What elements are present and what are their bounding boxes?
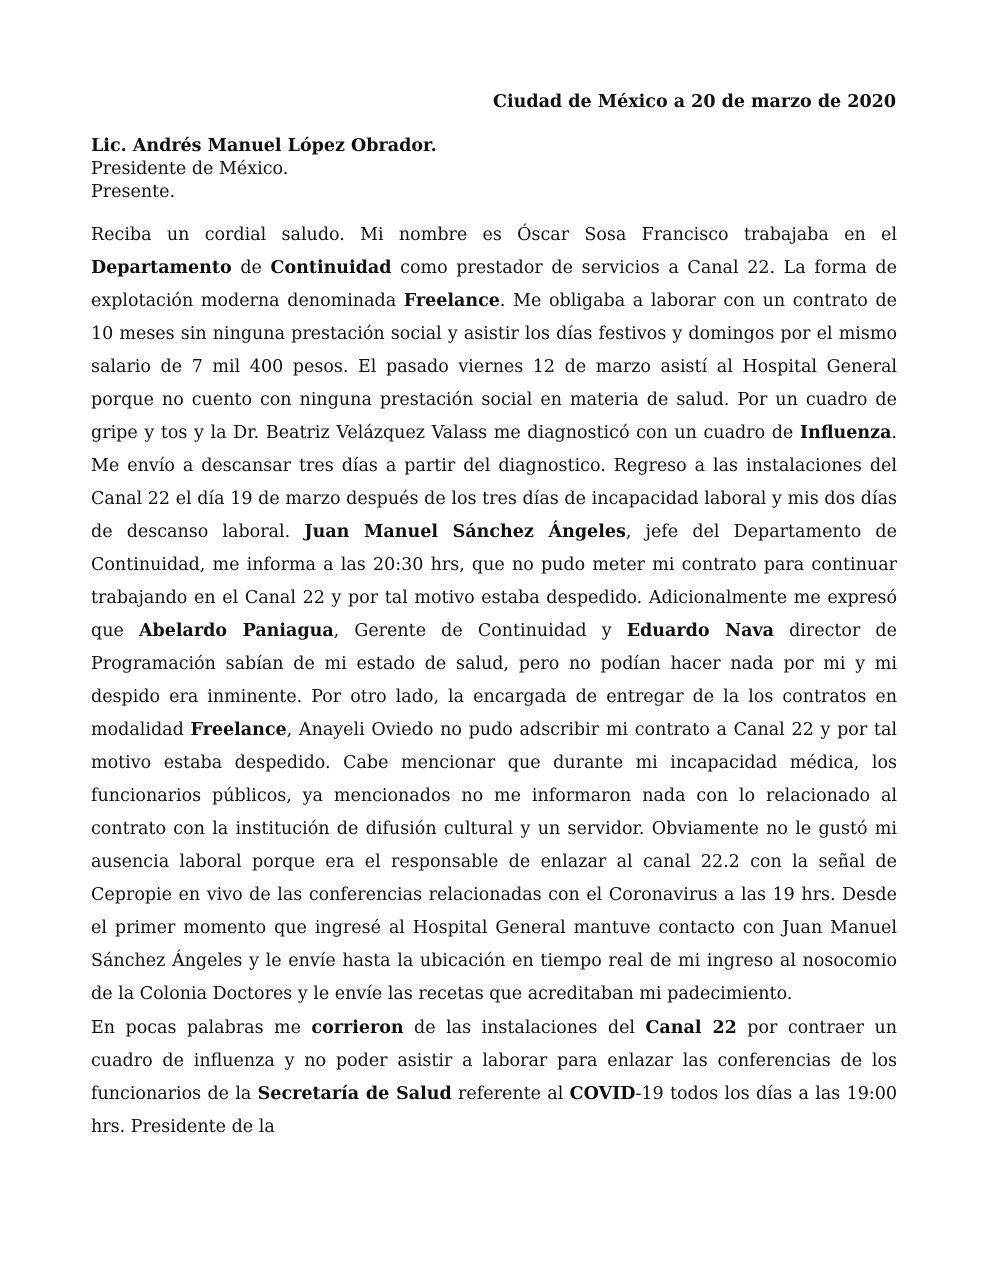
text-segment: referente al — [451, 1084, 570, 1104]
text-segment: por contraer un cuadro de influenza y no poder asistir a laborar para enlazar las conferencias de los funcionarios de la — [91, 1018, 897, 1104]
body-paragraph-2 — [91, 1012, 897, 1144]
body-paragraph-1 — [91, 219, 897, 1011]
text-segment: de — [231, 258, 271, 278]
bold-segment: Canal 22 — [645, 1018, 737, 1038]
bold-segment: Departamento — [91, 258, 232, 278]
bold-segment: Influenza — [799, 423, 892, 443]
bold-segment: Juan Manuel Sánchez Ángeles — [304, 522, 626, 542]
bold-segment: corrieron — [311, 1018, 404, 1038]
text-segment: En pocas palabras me — [91, 1018, 312, 1038]
bold-segment: Abelardo Paniagua — [138, 621, 334, 641]
bold-segment: COVID — [569, 1084, 636, 1104]
bold-segment: Secretaría de Salud — [257, 1084, 452, 1104]
text-segment: Reciba un cordial saludo. Mi nombre es Óscar Sosa Francisco trabajaba en el — [91, 225, 897, 245]
text-segment: de las instalaciones del — [403, 1018, 646, 1038]
bold-segment: Eduardo Nava — [626, 621, 774, 641]
text-segment: , jefe del Departamento de Continuidad, me informa a las 20:30 hrs, que no pudo meter mi contrato para continuar trabajando en el Canal 22 y por tal motivo estaba despedido. Adicionalmente me expresó que — [91, 522, 897, 641]
recipient-presente: Presente. — [91, 182, 176, 202]
recipient-title: Presidente de México. — [91, 159, 289, 179]
bold-segment: Freelance — [190, 720, 287, 740]
recipient-block — [91, 135, 897, 204]
bold-segment: Continuidad — [270, 258, 392, 278]
date-line: Ciudad de México a 20 de marzo de 2020 — [493, 92, 896, 112]
bold-segment: Freelance — [403, 291, 500, 311]
text-segment: . Me obligaba a laborar con un contrato de 10 meses sin ninguna prestación social y asistir los días festivos y domingos por el mismo salario de 7 mil 400 pesos. El pasado viernes 12 de marzo asistí al Hospital General porque no cuento con ninguna prestación social en materia de salud. Por un cuadro de gripe y tos y la Dr. Beatriz Velázquez Valass me diagnosticó con un cuadro de — [91, 291, 897, 443]
text-segment: como prestador de servicios a Canal 22. La forma de explotación moderna denominada — [91, 258, 897, 311]
text-segment: , Gerente de Continuidad y — [333, 621, 627, 641]
text-segment: director de Programación sabían de mi estado de salud, pero no podían hacer nada por mi y mi despido era inminente. Por otro lado, la encargada de entregar de la los contratos en modalidad — [91, 621, 897, 740]
text-segment: -19 todos los días a las 19:00 hrs. Presidente de la — [91, 1084, 897, 1137]
text-segment: , Anayeli Oviedo no pudo adscribir mi contrato a Canal 22 y por tal motivo estaba despedido. Cabe mencionar que durante mi incapacidad médica, los funcionarios públicos, ya mencionados no me informaron nada con lo relacionado al contrato con la institución de difusión cultural y un servidor. Obviamente no le gustó mi ausencia laboral porque era el responsable de enlazar al canal 22.2 con la señal de Cepropie en vivo de las conferencias relacionadas con el Coronavirus a las 19 hrs. Desde el primer momento que ingresé al Hospital General mantuve contacto con Juan Manuel Sánchez Ángeles y le envíe hasta la ubicación en tiempo real de mi ingreso al nosocomio de la Colonia Doctores y le envíe las recetas que acreditaban mi padecimiento. — [91, 720, 897, 1004]
text-segment: . Me envío a descansar tres días a partir del diagnostico. Regreso a las instalaciones del Canal 22 el día 19 de marzo después de los tres días de incapacidad laboral y mis dos días de descanso laboral. — [91, 423, 897, 542]
recipient-name: Lic. Andrés Manuel López Obrador. — [91, 136, 437, 156]
